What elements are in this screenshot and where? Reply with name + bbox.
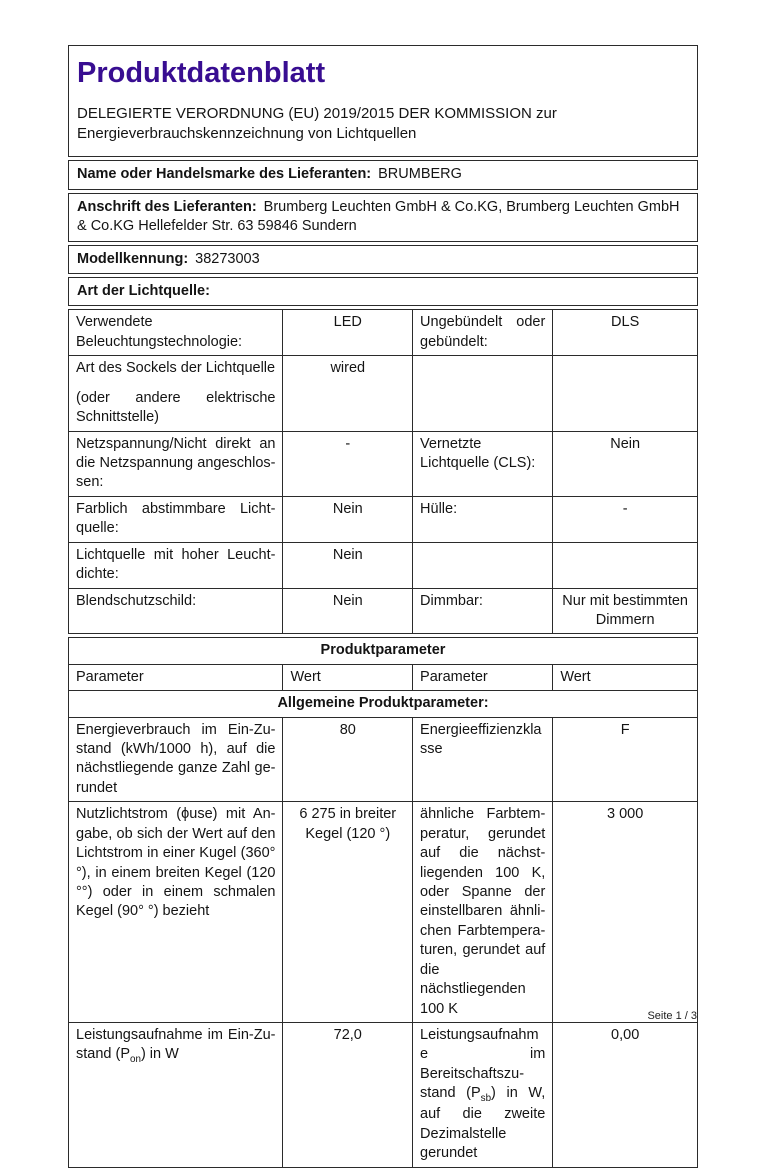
param-cell: Energieverbrauch im Ein-Zustand (kWh/1000 h), auf die nächstliegende ganze Zahl gerundet bbox=[69, 717, 283, 802]
param-cell: Lichtquelle mit hoher Leuchtdichte: bbox=[69, 542, 283, 588]
param-cell: Blendschutzschild: bbox=[69, 588, 283, 634]
param-cell: Ungebündelt oder gebündelt: bbox=[413, 310, 553, 356]
param-cell: Verwendete Beleuchtungstechnologie: bbox=[69, 310, 283, 356]
model-id-row bbox=[68, 245, 698, 274]
supplier-address-label: Anschrift des Lieferanten: bbox=[77, 198, 257, 215]
value-cell: wired bbox=[283, 356, 413, 431]
value-cell: F bbox=[553, 717, 698, 802]
param-cell: Netzspannung/Nicht direkt an die Netzspannung angeschlossen: bbox=[69, 431, 283, 496]
page-subtitle: DELEGIERTE VERORDNUNG (EU) 2019/2015 DER KOMMISSION zur Energieverbrauchskennzeichnung von Lichtquellen bbox=[77, 104, 557, 143]
datasheet-page bbox=[68, 45, 698, 1171]
table-row bbox=[69, 496, 698, 542]
value-cell: 0,00 bbox=[553, 1022, 698, 1167]
param-cell: Leistungsaufnahme im Bereitschaftszustand $(P_{sb})$ in W, auf die zweite Dezimalstelle gerundet bbox=[413, 1022, 553, 1167]
page-title: Produktdatenblatt bbox=[77, 57, 326, 89]
value-cell: 80 bbox=[283, 717, 413, 802]
value-cell: Nur mit bestimmten Dimmern bbox=[553, 588, 698, 634]
value-cell bbox=[553, 356, 698, 431]
table-row bbox=[69, 717, 698, 802]
table-row bbox=[69, 691, 698, 717]
value-cell: 3 000 bbox=[553, 802, 698, 1023]
value-cell: LED bbox=[283, 310, 413, 356]
model-id-value: 38273003 bbox=[195, 250, 260, 267]
light-source-table bbox=[68, 309, 698, 634]
param-cell bbox=[413, 542, 553, 588]
column-header: Wert bbox=[283, 664, 413, 690]
supplier-address-row bbox=[68, 193, 698, 242]
value-cell bbox=[553, 542, 698, 588]
param-cell bbox=[413, 356, 553, 431]
param-line: (oder andere elektrische Schnittstelle) bbox=[76, 389, 276, 426]
table-header-row bbox=[69, 664, 698, 690]
supplier-name-label: Name oder Handelsmarke des Lieferanten: bbox=[77, 166, 372, 183]
supplier-name-row bbox=[68, 160, 698, 189]
table-row bbox=[69, 802, 698, 1023]
value-cell: DLS bbox=[553, 310, 698, 356]
param-cell bbox=[69, 356, 283, 431]
value-cell: Nein bbox=[283, 542, 413, 588]
product-params-table bbox=[68, 637, 698, 1167]
product-params-heading: Produktparameter bbox=[69, 638, 698, 664]
value-cell: Nein bbox=[283, 496, 413, 542]
param-cell: Leistungsaufnahme im Ein-Zustand $(P_{on})$ in W bbox=[69, 1022, 283, 1167]
param-line: Art des Sockels der Lichtquelle bbox=[76, 360, 276, 377]
table-row bbox=[69, 588, 698, 634]
table-row bbox=[69, 542, 698, 588]
param-cell: Hülle: bbox=[413, 496, 553, 542]
column-header: Wert bbox=[553, 664, 698, 690]
general-params-subheading: Allgemeine Produktparameter: bbox=[69, 691, 698, 717]
value-cell: Nein bbox=[553, 431, 698, 496]
param-cell: ähnliche Farbtemperatur, gerundet auf die nächstliegenden 100 K, oder Spanne der einstellbaren ähnlichen Farbtemperaturen, gerundet auf die nächstliegenden 100 K bbox=[413, 802, 553, 1023]
value-cell: - bbox=[553, 496, 698, 542]
table-row bbox=[69, 310, 698, 356]
param-cell: Nutzlichtstrom (ϕuse) mit Angabe, ob sich der Wert auf den Lichtstrom in einer Kugel (360° °), in einem breiten Kegel (120 °°) oder in einem schmalen Kegel (90° °) bezieht bbox=[69, 802, 283, 1023]
table-row bbox=[69, 1022, 698, 1167]
title-section bbox=[68, 45, 698, 157]
page-number: Seite 1 / 3 bbox=[647, 1010, 697, 1022]
value-cell: Nein bbox=[283, 588, 413, 634]
param-cell: Energieeffizienzklasse bbox=[413, 717, 553, 802]
supplier-name-value: BRUMBERG bbox=[378, 166, 462, 183]
light-source-heading bbox=[68, 277, 698, 306]
value-cell: 6 275 in breiter Kegel (120 °) bbox=[283, 802, 413, 1023]
light-source-heading-label: Art der Lichtquelle: bbox=[77, 283, 210, 300]
table-row bbox=[69, 638, 698, 664]
value-cell: - bbox=[283, 431, 413, 496]
param-cell: Vernetzte Lichtquelle (CLS): bbox=[413, 431, 553, 496]
table-row bbox=[69, 356, 698, 431]
param-cell: Dimmbar: bbox=[413, 588, 553, 634]
value-cell: 72,0 bbox=[283, 1022, 413, 1167]
table-row bbox=[69, 431, 698, 496]
column-header: Parameter bbox=[413, 664, 553, 690]
column-header: Parameter bbox=[69, 664, 283, 690]
model-id-label: Modellkennung: bbox=[77, 250, 189, 267]
supplier-address-value: Brumberg Leuchten GmbH & Co.KG, Brumberg Leuchten GmbH & Co.KG Hellefelder Str. 63 59846 Sundern bbox=[77, 198, 680, 235]
param-cell: Farblich abstimmbare Lichtquelle: bbox=[69, 496, 283, 542]
